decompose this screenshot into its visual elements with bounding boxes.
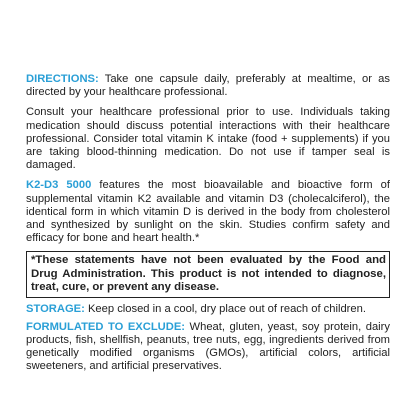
storage-heading: STORAGE: [26, 302, 85, 315]
consult-paragraph: Consult your healthcare professional prior to use. Individuals taking medication should discuss potential interactions with their healthcare professional. Consider total vitamin K intake (food + supplements) if you are taking blood-thinning medication. Do not use if tamper seal is damaged. [26, 106, 390, 172]
storage-paragraph [26, 303, 390, 316]
directions-paragraph [26, 73, 390, 99]
directions-text: Take one capsule daily, preferably at mealtime, or as directed by your healthcare professional. [26, 73, 390, 99]
formulated-to-exclude-paragraph [26, 321, 390, 374]
storage-text: Keep closed in a cool, dry place out of reach of children. [84, 302, 366, 315]
product-description-text: features the most bioavailable and bioactive form of supplemental vitamin K2 available and vitamin D3 (cholecalciferol), the identical form in which vitamin D is derived in the body from cholesterol and synthesized by sunlight on the skin. Studies confirm safety and efficacy for bone and heart health.* [26, 179, 391, 245]
fda-disclaimer-text: *These statements have not been evaluated by the Food and Drug Administration. This product is not intended to diagnose, treat, cure, or prevent any disease. [31, 254, 386, 294]
product-description-paragraph [26, 179, 390, 245]
product-name: K2-D3 5000 [26, 179, 92, 192]
fda-disclaimer-box [26, 251, 390, 297]
directions-heading: DIRECTIONS: [26, 73, 99, 85]
formulated-heading: FORMULATED TO EXCLUDE: [26, 320, 186, 333]
formulated-text: Wheat, gluten, yeast, soy protein, dairy products, fish, shellfish, peanuts, tree nuts, egg, ingredients derived from genetically modified organisms (GMOs), artificial colors, artificial sweeteners, and artificial preservatives. [26, 320, 390, 373]
